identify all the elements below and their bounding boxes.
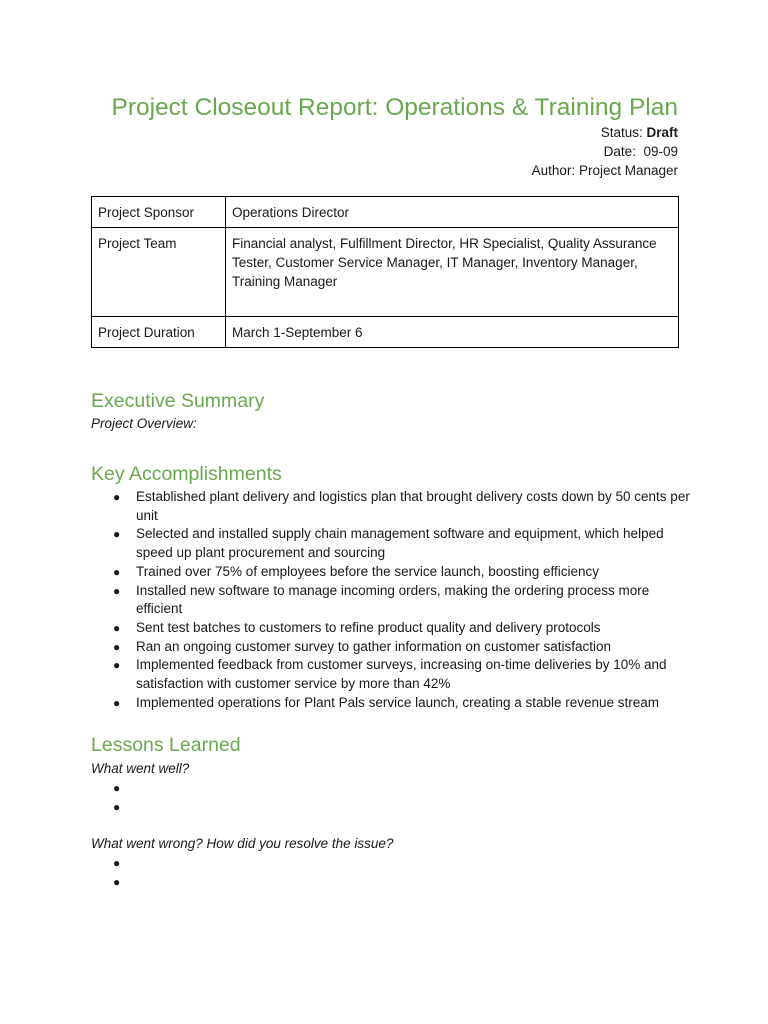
project-info-table [91, 196, 679, 348]
accomplishments-list [91, 488, 691, 712]
table-row [92, 197, 679, 228]
bullet-icon: ● [113, 527, 121, 542]
date-value: 09-09 [643, 144, 678, 159]
report-title: Project Closeout Report: Operations & Training Plan [111, 94, 678, 121]
table-key-cell: Project Sponsor [92, 197, 226, 228]
list-item-text: Selected and installed supply chain management software and equipment, which helped speed up plant procurement and sourcing [136, 526, 664, 561]
author-label: Author: [531, 163, 576, 178]
bullet-icon: ● [113, 695, 121, 710]
bullet-icon: ● [113, 490, 121, 504]
list-item [91, 656, 691, 693]
list-item [91, 525, 691, 562]
list-item [91, 563, 691, 582]
date-label: Date: [603, 144, 636, 159]
list-item-text: Ran an ongoing customer survey to gather information on customer satisfaction [136, 638, 611, 654]
list-item [91, 638, 691, 657]
bullet-icon: ● [113, 639, 121, 654]
executive-summary-heading: Executive Summary [91, 390, 265, 412]
status-line [601, 124, 678, 142]
table-row [92, 317, 679, 348]
list-item [91, 582, 691, 619]
list-item [91, 619, 691, 638]
list-item [91, 488, 691, 525]
bullet-icon: ● [113, 658, 121, 673]
bullet-icon: ● [113, 799, 121, 814]
list-item-text: Implemented feedback from customer surveys, increasing on-time deliveries by 10% and satisfaction with customer service by more than 42% [136, 657, 667, 692]
list-item-text: Trained over 75% of employees before the service launch, boosting efficiency [136, 563, 600, 579]
list-item [91, 854, 691, 873]
list-item [91, 798, 691, 817]
went-wrong-list [91, 854, 691, 891]
list-item-text: Established plant delivery and logistics plan that brought delivery costs down by 50 cents per unit [136, 489, 690, 523]
list-item [91, 694, 691, 713]
went-well-list [91, 779, 691, 816]
list-item-text: Implemented operations for Plant Pals service launch, creating a stable revenue stream [136, 694, 660, 710]
table-row [92, 228, 679, 317]
bullet-icon: ● [113, 856, 121, 870]
status-label: Status: [600, 125, 643, 140]
table-value-cell: Operations Director [226, 197, 679, 228]
table-key-cell: Project Duration [92, 317, 226, 348]
bullet-icon: ● [113, 564, 121, 579]
author-value: Project Manager [578, 163, 678, 178]
list-item [91, 779, 691, 798]
went-well-label: What went well? [91, 761, 190, 776]
bullet-icon: ● [113, 781, 121, 795]
author-line [532, 162, 678, 180]
bullet-icon: ● [113, 874, 121, 889]
list-item-text: Sent test batches to customers to refine product quality and delivery protocols [136, 619, 601, 635]
list-item [91, 873, 691, 892]
table-key-cell: Project Team [92, 228, 226, 317]
lessons-learned-heading: Lessons Learned [91, 734, 241, 756]
went-wrong-label: What went wrong? How did you resolve the issue? [91, 836, 394, 851]
list-item-text: Installed new software to manage incoming orders, making the ordering process more efficient [136, 582, 650, 617]
table-value-cell: Financial analyst, Fulfillment Director, HR Specialist, Quality Assurance Tester, Customer Service Manager, IT Manager, Inventory Manager, Training Manager [226, 228, 679, 317]
bullet-icon: ● [113, 583, 121, 598]
bullet-icon: ● [113, 620, 121, 635]
status-value: Draft [646, 125, 678, 140]
key-accomplishments-heading: Key Accomplishments [91, 463, 282, 485]
project-overview-label: Project Overview: [91, 416, 197, 431]
date-line [604, 143, 678, 161]
table-value-cell: March 1-September 6 [226, 317, 679, 348]
